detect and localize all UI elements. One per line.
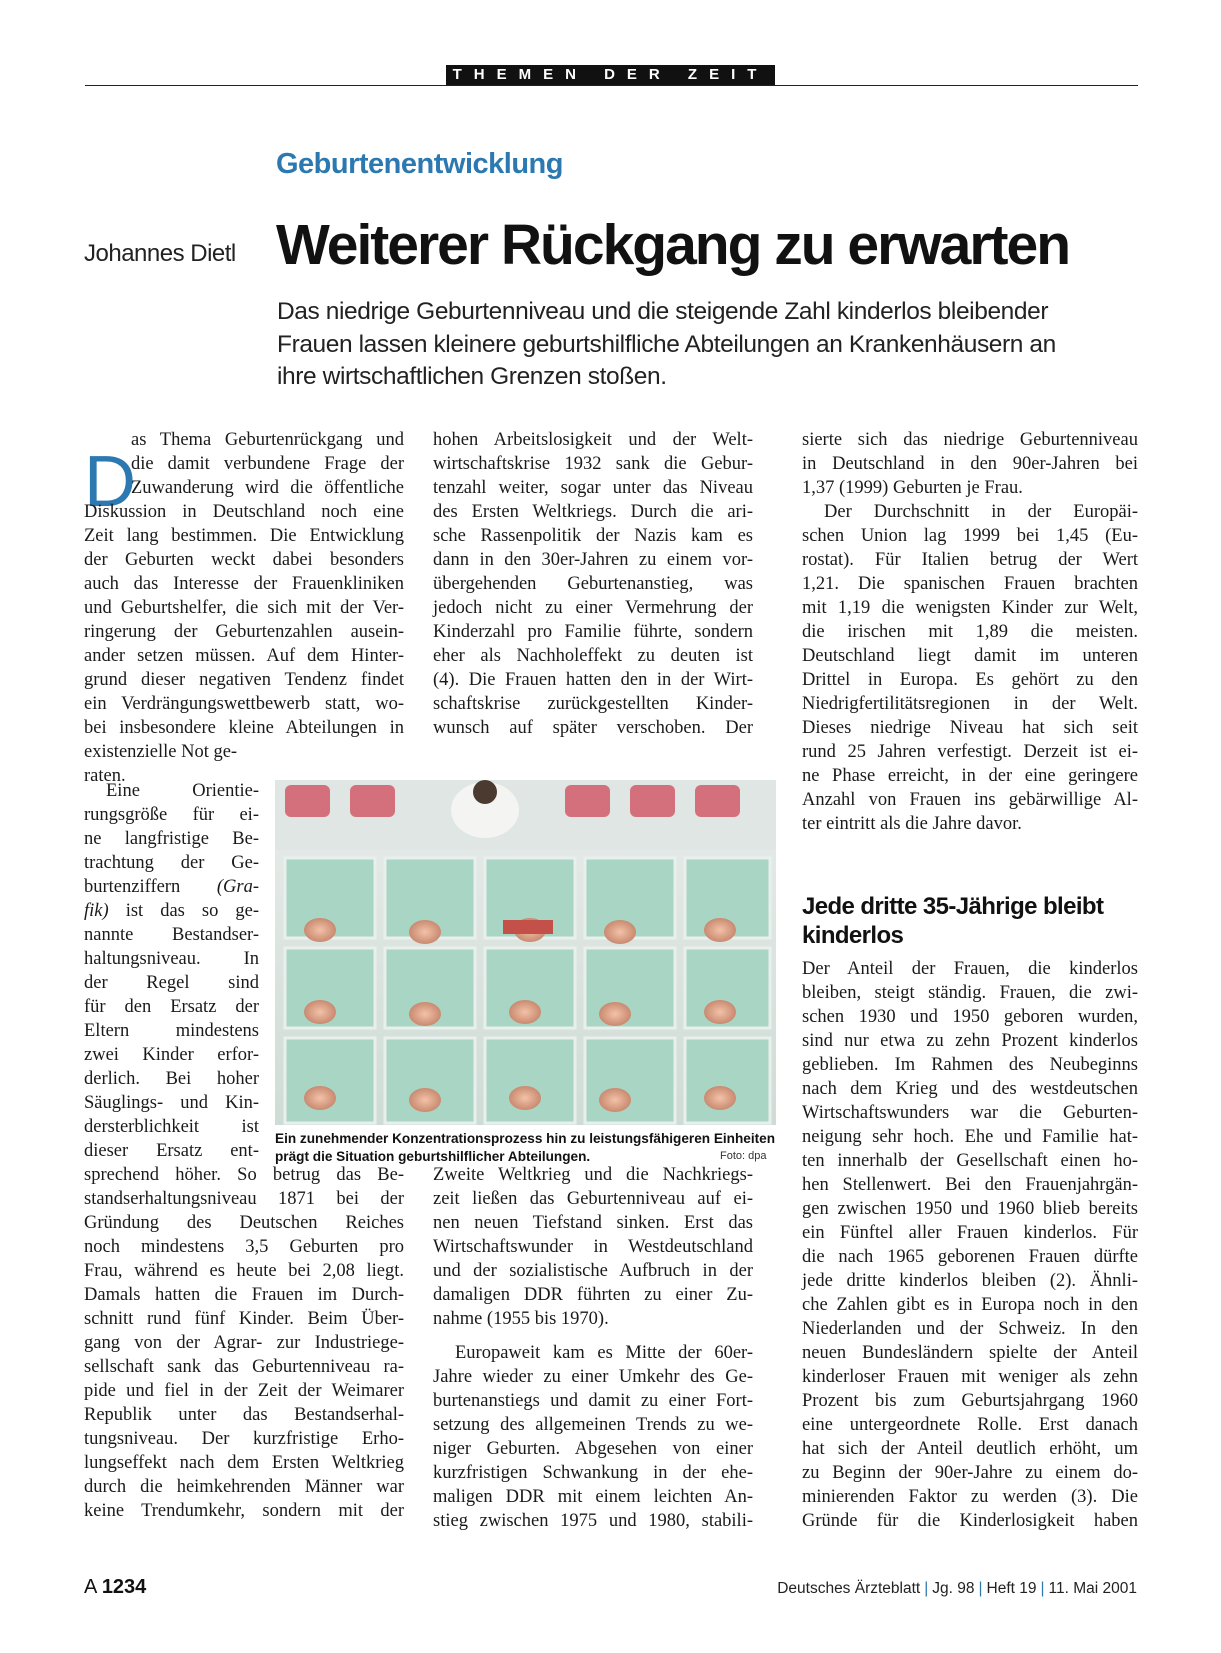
- col1-top: [84, 428, 404, 788]
- text-line: lungseffekt nach dem Ersten Weltkrieg: [84, 1453, 404, 1473]
- text-line: Damals hatten die Frauen im Durch-: [84, 1285, 404, 1305]
- text-line: pide und fiel in der Zeit der Weimarer: [84, 1381, 404, 1401]
- text-line: kinderloser Frauen mit weniger als zehn: [802, 1367, 1138, 1387]
- article-lead: Das niedrige Geburtenniveau und die steigende Zahl kinderlos bleibender Frauen lassen kleinere geburtshilfliche Abteilungen an Krankenhäusern an ihre wirtschaftlichen Grenzen stoßen.: [277, 298, 1056, 390]
- text-line: dann in den 30er-Jahren zu einem vor-: [433, 550, 753, 570]
- text-line: trachtung der Ge-: [84, 853, 259, 873]
- article-kicker: Geburtenentwicklung: [276, 148, 563, 180]
- text-line: Säuglings- und Kin-: [84, 1093, 259, 1113]
- journal-issue: Heft 19: [986, 1580, 1037, 1597]
- text-line: bei insbesondere kleine Abteilungen in: [84, 718, 404, 738]
- text-line: mit 1,19 die wenigsten Kinder zur Welt,: [802, 598, 1138, 618]
- text-line: Gründung des Deutschen Reiches: [84, 1213, 404, 1233]
- text-line: fik) ist das so ge-: [84, 901, 259, 921]
- text-line: as Thema Geburtenrückgang und: [131, 430, 404, 450]
- text-line: wirtschaftskrise 1932 sank die Gebur-: [433, 454, 753, 474]
- text-line: maligen DDR mit einem leichten An-: [433, 1487, 753, 1507]
- text-line: sellschaft sank das Geburtenniveau ra-: [84, 1357, 404, 1377]
- nursery-illustration: [275, 780, 776, 1125]
- text-line: gen zwischen 1950 und 1960 blieb bereits: [802, 1199, 1138, 1219]
- text-line: eher als Nachholeffekt zu deuten ist: [433, 646, 753, 666]
- text-line: nannte Bestandser-: [84, 925, 259, 945]
- text-line: (4). Die Frauen hatten den in der Wirt-: [433, 670, 753, 690]
- col3-p2: [802, 500, 1138, 836]
- journal-volume: Jg. 98: [932, 1580, 975, 1597]
- text-line: nahme (1955 bis 1970).: [433, 1309, 609, 1329]
- text-line: kurzfristigen Schwankung in der ehe-: [433, 1463, 753, 1483]
- text-line: niger Geburten. Abgesehen von einer: [433, 1439, 753, 1459]
- text-line: Frau, während es heute bei 2,08 liegt.: [84, 1261, 404, 1281]
- photo-credit: Foto: dpa: [720, 1150, 767, 1162]
- text-line: 1,37 (1999) Geburten je Frau.: [802, 478, 1023, 498]
- text-line: nach dem Krieg und des westdeutschen: [802, 1079, 1138, 1099]
- text-line: tenzahl weiter, sogar unter das Niveau: [433, 478, 753, 498]
- text-line: burtenanstiegs und damit zu einer Fort-: [433, 1391, 753, 1411]
- journal-name: Deutsches Ärzteblatt: [777, 1580, 921, 1597]
- text-line: minierenden Faktor zu werden (3). Die: [802, 1487, 1138, 1507]
- header-rule: [85, 85, 1138, 86]
- text-line: ne langfristige Be-: [84, 829, 259, 849]
- text-line: Diskussion in Deutschland noch eine: [84, 502, 404, 522]
- text-line: Der Durchschnitt in der Europäi-: [824, 502, 1138, 522]
- text-line: raten.: [84, 766, 126, 786]
- text-line: Zeit lang bestimmen. Die Entwicklung: [84, 526, 404, 546]
- text-line: die irischen mit 1,89 die meisten.: [802, 622, 1138, 642]
- drop-cap: D: [84, 442, 136, 522]
- text-line: auch das Interesse der Frauenkliniken: [84, 574, 404, 594]
- text-line: rostat). Für Italien betrug der Wert: [802, 550, 1138, 570]
- text-line: sind nur etwa zu zehn Prozent kinderlos: [802, 1031, 1138, 1051]
- text-line: existenzielle Not ge-: [84, 742, 238, 762]
- text-line: in Deutschland in den 90er-Jahren bei: [802, 454, 1138, 474]
- subheading: Jede dritte 35-Jährige bleibt kinderlos: [802, 893, 1104, 949]
- text-line: Kinderzahl pro Familie führte, sondern: [433, 622, 753, 642]
- col1-bottom: [84, 1163, 404, 1523]
- text-line: rund 25 Jahren verfestigt. Derzeit ist ei-: [802, 742, 1138, 762]
- text-line: stieg zwischen 1975 und 1980, stabili-: [433, 1511, 753, 1531]
- text-line: Gründe für die Kinderlosigkeit haben: [802, 1511, 1138, 1531]
- text-line: Dieses niedrige Niveau hat sich seit: [802, 718, 1138, 738]
- text-line: die nach 1965 geborenen Frauen dürfte: [802, 1247, 1138, 1267]
- text-line: Prozent bis zum Geburtsjahrgang 1960: [802, 1391, 1138, 1411]
- text-line: schen 1930 und 1950 geboren wurden,: [802, 1007, 1138, 1027]
- text-line: schaftskrise zurückgestellten Kinder-: [433, 694, 753, 714]
- col2-bottom-p2: [433, 1341, 753, 1533]
- text-line: dersterblichkeit ist: [84, 1117, 259, 1137]
- text-line: noch mindestens 3,5 Geburten pro: [84, 1237, 404, 1257]
- text-line: zu Beginn der 90er-Jahre zu einem do-: [802, 1463, 1138, 1483]
- section-label: THEMEN DER ZEIT: [446, 65, 775, 85]
- text-line: ringerung der Geburtenzahlen ausein-: [84, 622, 404, 642]
- text-line: Der Anteil der Frauen, die kinderlos: [802, 959, 1138, 979]
- text-line: gang von der Agrar- zur Industriege-: [84, 1333, 404, 1353]
- text-line: damaligen DDR führten zu einer Zu-: [433, 1285, 753, 1305]
- text-line: ne Phase erreicht, in der eine geringere: [802, 766, 1138, 786]
- text-line: durch die heimkehrenden Männer war: [84, 1477, 404, 1497]
- text-line: rungsgröße für ei-: [84, 805, 259, 825]
- text-line: der Regel sind: [84, 973, 259, 993]
- text-line: Niedrigfertilitätsregionen in der Welt.: [802, 694, 1138, 714]
- col1-narrow: [84, 779, 259, 1163]
- text-line: Niederlanden und der Schweiz. In den: [802, 1319, 1138, 1339]
- col3-p1: [802, 428, 1138, 500]
- text-line: des Ersten Weltkriegs. Durch die ari-: [433, 502, 753, 522]
- text-line: nen neuen Tiefstand sinken. Erst das: [433, 1213, 753, 1233]
- text-line: hohen Arbeitslosigkeit und der Welt-: [433, 430, 753, 450]
- text-line: schnitt rund fünf Kinder. Beim Über-: [84, 1309, 404, 1329]
- text-line: schen Union lag 1999 bei 1,45 (Eu-: [802, 526, 1138, 546]
- page-prefix: A: [84, 1576, 97, 1598]
- text-line: grund dieser negativen Tendenz findet: [84, 670, 404, 690]
- text-line: Jahre wieder zu einer Umkehr des Ge-: [433, 1367, 753, 1387]
- page-number: [84, 1576, 146, 1599]
- text-line: der Geburten weckt dabei besonders: [84, 550, 404, 570]
- text-line: ein Fünftel aller Frauen kinderlos. Für: [802, 1223, 1138, 1243]
- text-line: ten innerhalb der Gesellschaft einen ho-: [802, 1151, 1138, 1171]
- text-line: 1,21. Die spanischen Frauen brachten: [802, 574, 1138, 594]
- text-line: setzung des allgemeinen Trends zu we-: [433, 1415, 753, 1435]
- journal-date: 11. Mai 2001: [1048, 1580, 1137, 1597]
- article-author: Johannes Dietl: [84, 240, 236, 267]
- text-line: zeit ließen das Geburtenniveau auf ei-: [433, 1189, 753, 1209]
- text-line: übergehenden Geburtenanstieg, was: [433, 574, 753, 594]
- text-line: die damit verbundene Frage der: [131, 454, 404, 474]
- text-line: burtenziffern (Gra-: [84, 877, 259, 897]
- text-line: und der sozialistische Aufbruch in der: [433, 1261, 753, 1281]
- text-line: standserhaltungsniveau 1871 bei der: [84, 1189, 404, 1209]
- text-line: derlich. Bei hoher: [84, 1069, 259, 1089]
- text-line: Anzahl von Frauen ins gebärwillige Al-: [802, 790, 1138, 810]
- text-line: sprechend höher. So betrug das Be-: [84, 1165, 404, 1185]
- text-line: geblieben. Im Rahmen des Neubeginns: [802, 1055, 1138, 1075]
- nursery-photo: [275, 780, 776, 1125]
- text-line: jedoch nicht zu einer Vermehrung der: [433, 598, 753, 618]
- text-line: und Geburtshelfer, die sich mit der Ver-: [84, 598, 404, 618]
- footer-citation: Deutsches Ärzteblatt | Jg. 98 | Heft 19 | 11. Mai 2001: [777, 1580, 1137, 1597]
- col2-bottom-p1: [433, 1163, 753, 1331]
- text-line: eine untergeordnete Rolle. Erst danach: [802, 1415, 1138, 1435]
- page-number-value: 1234: [101, 1576, 147, 1598]
- text-line: che Zahlen gibt es in Europa noch in den: [802, 1295, 1138, 1315]
- text-line: Europaweit kam es Mitte der 60er-: [455, 1343, 753, 1363]
- text-line: neigung sehr hoch. Ehe und Familie hat-: [802, 1127, 1138, 1147]
- col3-p3: [802, 957, 1138, 1533]
- text-line: keine Trendumkehr, sondern mit der: [84, 1501, 404, 1521]
- col2-top: [433, 428, 753, 740]
- text-line: jede dritte kinderlos bleiben (2). Ähnli-: [802, 1271, 1138, 1291]
- text-line: ter eintritt als die Jahre davor.: [802, 814, 1022, 834]
- text-line: ander setzen müssen. Auf dem Hinter-: [84, 646, 404, 666]
- text-line: wunsch auf später verschoben. Der: [433, 718, 753, 738]
- text-line: Zuwanderung wird die öffentliche: [131, 478, 404, 498]
- text-line: für den Ersatz der: [84, 997, 259, 1017]
- text-line: sche Rassenpolitik der Nazis kam es: [433, 526, 753, 546]
- photo-caption: Ein zunehmender Konzentrationsprozess hin zu leistungsfähigeren Einheiten prägt die Situation geburtshilflicher Abteilungen.: [275, 1131, 776, 1164]
- text-line: Republik unter das Bestandserhal-: [84, 1405, 404, 1425]
- text-line: hat sich der Anteil deutlich erhöht, um: [802, 1439, 1138, 1459]
- text-line: Zweite Weltkrieg und die Nachkriegs-: [433, 1165, 753, 1185]
- text-line: Eltern mindestens: [84, 1021, 259, 1041]
- text-line: Eine Orientie-: [106, 781, 259, 801]
- text-line: tungsniveau. Der kurzfristige Erho-: [84, 1429, 404, 1449]
- text-line: Wirtschaftswunder in Westdeutschland: [433, 1237, 753, 1257]
- text-line: Wirtschaftswunders war die Geburten-: [802, 1103, 1138, 1123]
- text-line: sierte sich das niedrige Geburtenniveau: [802, 430, 1138, 450]
- text-line: Deutschland liegt damit im unteren: [802, 646, 1138, 666]
- text-line: neuen Bundesländern spielte der Anteil: [802, 1343, 1138, 1363]
- article-headline: Weiterer Rückgang zu erwarten: [276, 213, 1070, 277]
- text-line: bleiben, steigt ständig. Frauen, die zwi-: [802, 983, 1138, 1003]
- text-line: ein Verdrängungswettbewerb statt, wo-: [84, 694, 404, 714]
- text-line: dieser Ersatz ent-: [84, 1141, 259, 1161]
- text-line: hen Stellenwert. Bei den Frauenjahrgän-: [802, 1175, 1138, 1195]
- text-line: haltungsniveau. In: [84, 949, 259, 969]
- text-line: zwei Kinder erfor-: [84, 1045, 259, 1065]
- text-line: Drittel in Europa. Es gehört zu den: [802, 670, 1138, 690]
